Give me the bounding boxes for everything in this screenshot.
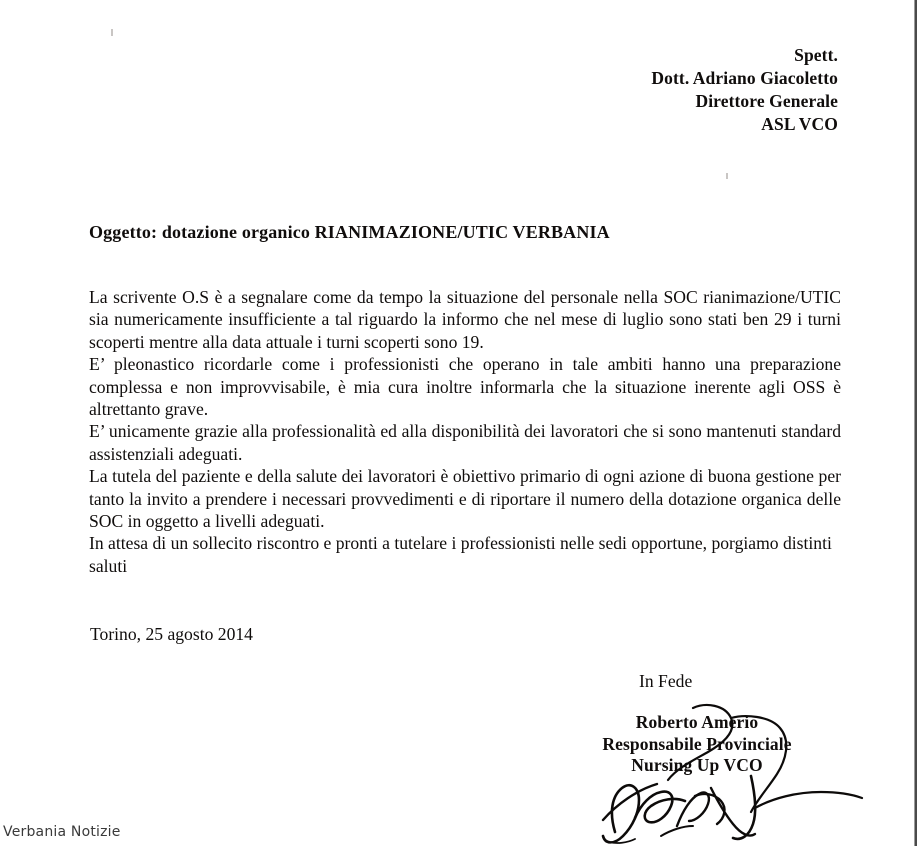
body-paragraph-5: In attesa di un sollecito riscontro e pronti a tutelare i professionisti nelle sedi opportune, porgiamo distinti saluti [89, 533, 832, 576]
addressee-line-1: Spett. [794, 45, 838, 65]
signer-name: Roberto Amerio [635, 712, 759, 732]
addressee-line-2: Dott. Adriano Giacoletto [651, 68, 838, 88]
letter-body [89, 286, 841, 577]
addressee-line-4: ASL VCO [761, 114, 838, 134]
scan-speck [111, 29, 113, 36]
scan-edge-border-right-soft [914, 0, 915, 846]
body-paragraph-3: E’ unicamente grazie alla professionalità ed alla disponibilità dei lavoratori che si sono mantenuti standard assistenziali adeguati. [89, 421, 841, 464]
watermark-label: Verbania Notizie [3, 824, 121, 840]
scan-speck [726, 173, 728, 179]
addressee-line-3: Direttore Generale [695, 91, 838, 111]
signer-organization: Nursing Up VCO [631, 755, 763, 775]
body-paragraph-4: La tutela del paziente e della salute dei lavoratori è obiettivo primario di ogni azione di buona gestione per tanto la invito a prendere i necessari provvedimenti e di riportare il numero della dotazione organica delle SOC in oggetto a livelli adeguati. [89, 466, 841, 532]
body-paragraph-2: E’ pleonastico ricordarle come i professionisti che operano in tale ambiti hanno una preparazione complessa e non improvvisabile, è mia cura inoltre informarla che la situazione inerente agli OSS è altrettanto grave. [89, 354, 841, 420]
date-line: Torino, 25 agosto 2014 [90, 624, 253, 644]
body-paragraph-1: La scrivente O.S è a segnalare come da tempo la situazione del personale nella SOC rianimazione/UTIC sia numericamente insufficiente a tal riguardo la informo che nel mese di luglio sono stati ben 29 i turni scoperti mentre alla data attuale i turni scoperti sono 19. [89, 287, 841, 352]
in-fede-label: In Fede [639, 671, 693, 691]
subject-line: Oggetto: dotazione organico RIANIMAZIONE/UTIC VERBANIA [89, 222, 610, 242]
signer-role: Responsabile Provinciale [602, 733, 792, 754]
signer-block [595, 712, 799, 777]
addressee-block [651, 44, 838, 136]
